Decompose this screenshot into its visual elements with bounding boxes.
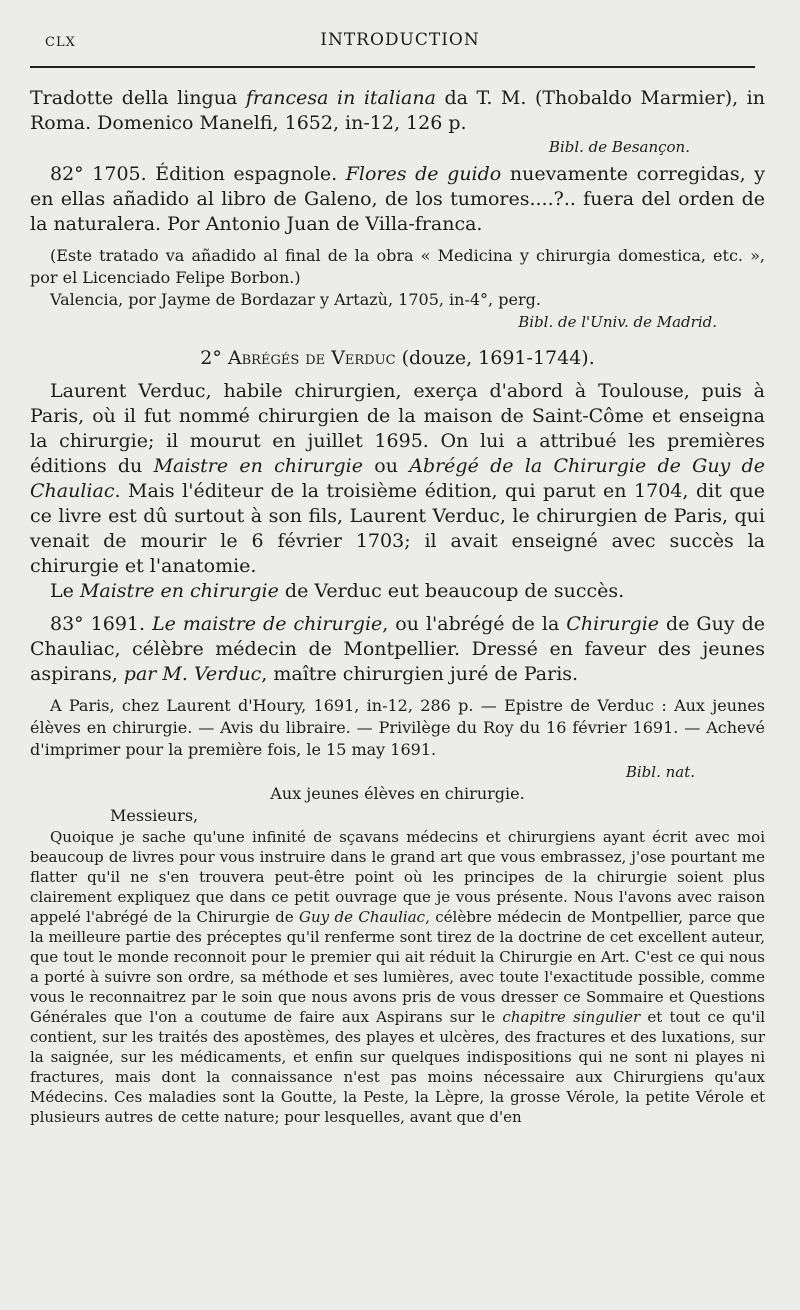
italic-run: chapitre singulier [502,1008,641,1026]
text-run: Le [50,580,80,602]
header-rule [30,66,755,68]
section-heading [30,345,765,371]
italic-run: Maistre en chirurgie [79,580,279,602]
text-run: nuevamente corregidas, y en ellas añadido al libro de Galeno, de los tumores....?.. fuera del orden de la naturalera. Por Antonio Juan de Villa-franca. [30,163,765,235]
text-run: ou [363,455,410,477]
epistle-heading: Aux jeunes élèves en chirurgie. [270,784,525,803]
text-run: de Guy de Chauliac, célèbre médecin de Montpellier. Dressé en faveur des jeunes aspirans, [30,613,765,685]
page-number: CLX [45,35,76,50]
imprint-line: Valencia, por Jayme de Bordazar y Artazù, 1705, in-4°, perg. [50,290,541,309]
section-title: Abrégés de Verduc [227,347,396,369]
italic-run: Guy de Chauliac [299,908,426,926]
italic-run: par M. Verduc [123,663,262,685]
page [30,0,770,1310]
text-run: , célèbre médecin de Montpellier, parce que la meilleure partie des préceptes qu'il renferme sont tirez de la doctrine de cet excellent auteur, que tout le monde reconnoit pour le premier qui ait réduit la Chirurgie en Art. C'est ce qui nous a porté à suivre son ordre, sa méthode et ses lumières, avec toute l'exactitude possible, comme vous le reconnaitrez par le soin que nous avons pris de vous dresser ce Sommaire et Questions Générales que l'on a coutume de faire aux Aspirans sur le [30,908,765,1026]
entry-paragraph [30,612,765,687]
library-reference: Bibl. de l'Univ. de Madrid. [518,313,717,331]
italic-run: Chirurgie [566,613,660,635]
text-run: 83° 1691. [50,613,153,635]
epistle-text [30,827,765,1127]
text-run: . Mais l'éditeur de la troisième édition, qui parut en 1704, dit que ce livre est dû surtout à son fils, Laurent Verduc, le chirurgien de Paris, qui venait de mourir le 6 février 1703; il avait enseigné avec succès la chirurgie et l'anatomie. [30,480,765,577]
body-paragraph [30,379,765,579]
text-run: 82° 1705. Édition espagnole. [50,163,346,185]
epistle-salutation: Messieurs, [110,806,199,825]
page-body [30,86,765,1127]
body-paragraph [30,579,765,604]
text-run: , maître chirurgien juré de Paris. [261,663,579,685]
italic-run: Maistre en chirurgie [153,455,363,477]
text-run: et tout ce qu'il contient, sur les traités des apostèmes, des playes et ulcères, des fractures et des luxations, sur la saignée, sur les médicaments, et enfin sur quelques indispositions qui ne sont ni playes ni fractures, mais dont la connaissance n'est pas moins nécessaire aux Chirurgiens qu'aux Médecins. Ces maladies sont la Goutte, la Peste, la Lèpre, la grosse Vérole, la petite Vérole et plusieurs autres de cette nature; pour lesquelles, avant que d'en [30,1008,765,1126]
entry-paragraph [30,86,765,136]
italic-run: Abrégé de la Chirurgie de Guy de Chauliac [30,455,765,502]
text-run: Quoique je sache qu'une infinité de sçavans médecins et chirurgiens ayant écrit avec moi beaucoup de livres pour vous instruire dans le grand art que vous embrassez, j'ose pourtant me flatter qu'il ne s'en trouvera peut-être point où les principes de la chirurgie soient plus clairement expliquez que dans ce petit ouvrage que je vous présente. Nous l'avons avec raison appelé l'abrégé de la Chirurgie de [30,828,765,926]
text-run: de Verduc eut beaucoup de succès. [278,580,625,602]
running-head: INTRODUCTION [320,30,480,50]
library-reference: Bibl. nat. [625,763,695,781]
entry-paragraph [30,162,765,237]
page-header [30,30,770,56]
text-run: Tradotte della lingua [30,87,246,109]
italic-run: Flores de guido [345,163,502,185]
text-run: da T. M. (Thobaldo Marmier), in Roma. Domenico Manelfi, 1652, in-12, 126 p. [30,87,766,134]
imprint-paragraph: A Paris, chez Laurent d'Houry, 1691, in-12, 286 p. — Epistre de Verduc : Aux jeunes élèves en chirurgie. — Avis du libraire. — Privilège du Roy du 16 février 1691. — Achevé d'imprimer pour la première fois, le 15 may 1691. [30,696,765,759]
library-reference: Bibl. de Besançon. [548,138,690,156]
note-paragraph: (Este tratado va añadido al final de la obra « Medicina y chirurgia domestica, etc. », por el Licenciado Felipe Borbon.) [30,246,765,287]
text-run: , ou l'abrégé de la [382,613,567,635]
italic-run: francesa in italiana [245,87,436,109]
section-dates: (douze, 1691-1744). [395,347,595,369]
section-number: 2° [200,347,228,369]
text-run: Laurent Verduc, habile chirurgien, exerça d'abord à Toulouse, puis à Paris, où il fut nommé chirurgien de la maison de Saint-Côme et enseigna la chirurgie; il mourut en juillet 1695. On lui a attribué les premières éditions du [30,380,765,477]
italic-run: Le maistre de chirurgie [152,613,383,635]
